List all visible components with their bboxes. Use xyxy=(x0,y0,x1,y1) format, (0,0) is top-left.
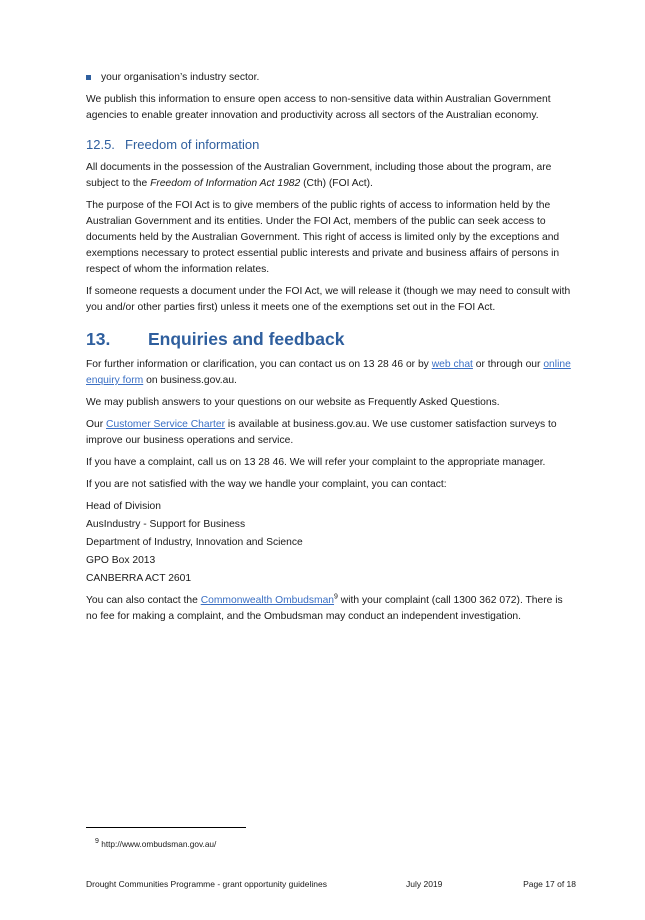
footnote-text: http://www.ombudsman.gov.au/ xyxy=(98,839,217,849)
text-run: For further information or clarification, you can contact us on 13 28 46 or by xyxy=(86,359,432,370)
text-run: on business.gov.au. xyxy=(143,375,237,386)
footnote-number: 9 xyxy=(95,838,99,846)
paragraph-enquiries-3 xyxy=(86,417,571,449)
document-body xyxy=(86,70,571,631)
web-chat-link[interactable]: web chat xyxy=(431,359,473,370)
text-run: You can also contact the xyxy=(86,595,201,606)
footer-date: July 2019 xyxy=(406,879,443,889)
square-bullet-icon xyxy=(86,75,91,80)
address-line: GPO Box 2013 xyxy=(86,555,156,566)
text-run: is available at business.gov.au. We use customer satisfaction surveys to improve our business operations and service. xyxy=(86,419,557,446)
footnote-reference: 9 xyxy=(334,593,338,601)
section-title: Freedom of information xyxy=(125,137,260,152)
section-number: 13. xyxy=(86,329,111,349)
section-number: 12.5. xyxy=(86,137,115,152)
paragraph-foi-3: If someone requests a document under the FOI Act, we will release it (though we may need to consult with you and/or other parties first) unless it meets one of the exemptions set out in the FOI Act. xyxy=(86,286,571,313)
paragraph-enquiries-4: If you have a complaint, call us on 13 28 46. We will refer your complaint to the appropriate manager. xyxy=(86,457,546,468)
section-title: Enquiries and feedback xyxy=(148,329,345,349)
section-heading-13 xyxy=(86,328,571,350)
bullet-text: your organisation’s industry sector. xyxy=(101,72,260,83)
text-run: Our xyxy=(86,419,107,430)
online-enquiry-form-link[interactable]: online enquiry form xyxy=(86,359,571,386)
address-line: Head of Division xyxy=(86,501,161,512)
address-line: AusIndustry - Support for Business xyxy=(86,519,246,530)
paragraph-publish: We publish this information to ensure open access to non-sensitive data within Australian Government agencies to enable greater innovation and productivity across all sectors of the Australian economy. xyxy=(86,94,551,121)
footnote xyxy=(95,838,216,850)
section-heading-12-5 xyxy=(86,136,571,154)
bullet-list-item xyxy=(86,70,571,86)
contact-address xyxy=(86,499,571,587)
footer-document-title: Drought Communities Programme - grant opportunity guidelines xyxy=(86,879,327,889)
text-run: (Cth) (FOI Act). xyxy=(300,178,373,189)
act-title-italic: Freedom of Information Act 1982 xyxy=(150,178,301,189)
footer-page-number: Page 17 of 18 xyxy=(523,879,576,889)
paragraph-enquiries-1 xyxy=(86,357,571,389)
paragraph-enquiries-5: If you are not satisfied with the way we handle your complaint, you can contact: xyxy=(86,479,447,490)
address-line: Department of Industry, Innovation and Science xyxy=(86,537,303,548)
text-run: or through our xyxy=(472,359,544,370)
address-line: CANBERRA ACT 2601 xyxy=(86,573,192,584)
commonwealth-ombudsman-link[interactable]: Commonwealth Ombudsman xyxy=(200,595,335,606)
paragraph-foi-1 xyxy=(86,160,571,192)
text-run: All documents in the possession of the Australian Government, including those about the program, are subject to the xyxy=(86,162,552,189)
customer-service-charter-link[interactable]: Customer Service Charter xyxy=(106,419,226,430)
paragraph-foi-2: The purpose of the FOI Act is to give members of the public rights of access to information held by the Australian Government and its entities. Under the FOI Act, members of the public can seek access to documents held by the Australian Government. This right of access is limited only by the exceptions and exemptions necessary to protect essential public interests and private and business affairs of persons in respect of whom the information relates. xyxy=(86,200,560,275)
paragraph-enquiries-2: We may publish answers to your questions on our website as Frequently Asked Questions. xyxy=(86,397,500,408)
text-run: with your complaint (call 1300 362 072). There is no fee for making a complaint, and the Ombudsman may conduct an independent investigation. xyxy=(86,595,563,622)
footnote-separator xyxy=(86,827,246,828)
paragraph-ombudsman xyxy=(86,593,571,625)
